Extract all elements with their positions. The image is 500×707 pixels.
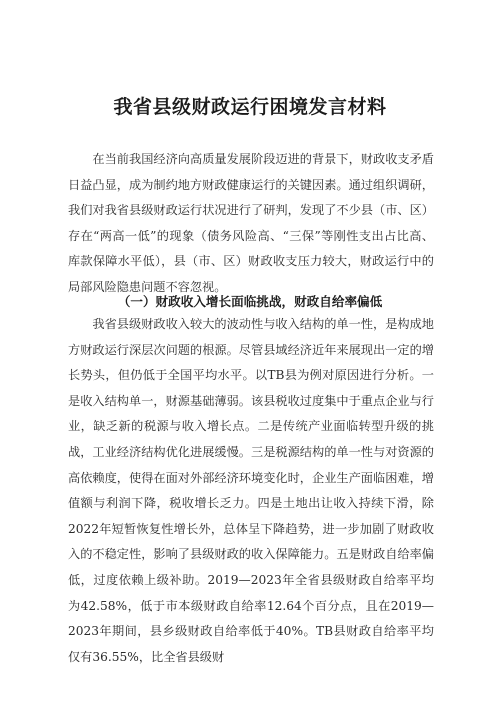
- section-body-paragraph: 我省县级财政收入较大的波动性与收入结构的单一性，是构成地方财政运行深层次问题的根源。尽管县域经济近年来展现出一定的增长势头，但仍低于全国平均水平。以TB县为例对原因进行分析。一是收入结构单一，财源基础薄弱。该县税收过度集中于重点企业与行业，缺乏新的税源与收入增长点。二是传统产业面临转型升级的挑战，工业经济结构优化进展缓慢。三是税源结构的单一性与对资源的高依赖度，使得在面对外部经济环境变化时，企业生产面临困难，增值额与利润下降，税收增长乏力。四是土地出让收入持续下滑，除2022年短暂恢复性增长外，总体呈下降趋势，进一步加剧了财政收入的不稳定性，影响了县级财政的收入保障能力。五是财政自给率偏低，过度依赖上级补助。2019—2023年全省县级财政自给率平均为42.58%，低于市本级财政自给率12.64个百分点，且在2019—2023年期间，县乡级财政自给率低于40%。TB县财政自给率平均仅有36.55%，比全省县级财: [68, 317, 434, 664]
- intro-paragraph: 在当前我国经济向高质量发展阶段迈进的背景下，财政收支矛盾日益凸显，成为制约地方财政健康运行的关键因素。通过组织调研，我们对我省县级财政运行状况进行了研判，发现了不少县（市、区）存在“两高一低”的现象（债务风险高、“三保”等刚性支出占比高、库款保障水平低），县（市、区）财政收支压力较大，财政运行中的局部风险隐患问题不容忽视。: [68, 152, 434, 294]
- document-title: 我省县级财政运行困境发言材料: [113, 96, 387, 118]
- section-heading: （一）财政收入增长面临挑战，财政自给率偏低: [117, 294, 383, 309]
